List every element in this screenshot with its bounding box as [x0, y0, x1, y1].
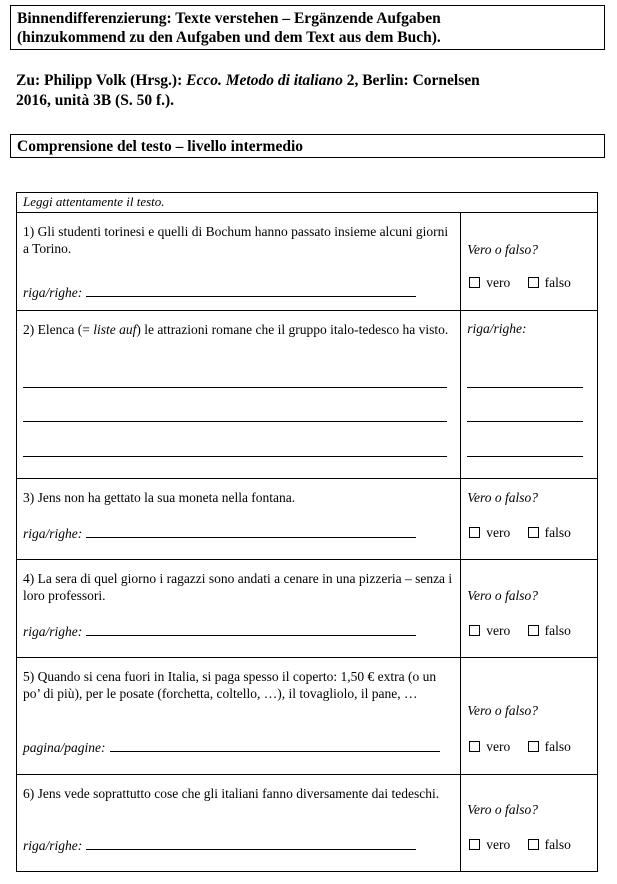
q2-text-pre: 2) Elenca (=	[23, 322, 94, 337]
question-text-3: 3) Jens non ha gettato la sua moneta nella fontana.	[23, 490, 296, 505]
question-row-2	[17, 311, 598, 479]
vero-checkbox[interactable]	[469, 277, 480, 288]
falso-label: falso	[544, 837, 571, 852]
answer-input-6[interactable]	[86, 848, 416, 850]
true-false-options-3	[469, 525, 571, 541]
instruction-row	[17, 193, 598, 213]
q2-text-em: liste auf	[93, 322, 137, 337]
vero-checkbox[interactable]	[469, 839, 480, 850]
true-false-options-4	[469, 623, 571, 639]
vero-falso-label: Vero o falso?	[467, 802, 539, 817]
answer-line-5	[23, 740, 440, 756]
question-text-1: 1) Gli studenti torinesi e quelli di Bochum hanno passato insieme alcuni giorni a Torino.	[23, 224, 449, 256]
question-row-5	[17, 658, 598, 775]
vero-checkbox[interactable]	[469, 527, 480, 538]
falso-checkbox[interactable]	[528, 839, 539, 850]
riga-label-2: riga/righe:	[467, 321, 527, 336]
question-text-6: 6) Jens vede soprattutto cose che gli italiani fanno diversamente dai tedeschi.	[23, 786, 440, 801]
question-row-6	[17, 775, 598, 872]
instruction-text: Leggi attentamente il testo.	[17, 193, 598, 213]
riga-label: riga/righe:	[23, 838, 83, 853]
vero-label: vero	[486, 739, 511, 754]
falso-label: falso	[544, 275, 571, 290]
vero-falso-label: Vero o falso?	[467, 703, 539, 718]
answer-input-4[interactable]	[86, 634, 416, 636]
question-cell-5	[17, 658, 461, 775]
side-line-2b[interactable]	[467, 421, 583, 422]
falso-checkbox[interactable]	[528, 527, 539, 538]
section-title: Comprensione del testo – livello intermedio	[10, 134, 605, 158]
falso-checkbox[interactable]	[528, 277, 539, 288]
falso-label: falso	[544, 623, 571, 638]
answer-input-3[interactable]	[86, 536, 416, 538]
answer-line-6	[23, 838, 416, 854]
q2-text-post: ) le attrazioni romane che il gruppo italo-tedesco ha visto.	[136, 322, 449, 337]
side-line-2a[interactable]	[467, 387, 583, 388]
vero-checkbox[interactable]	[469, 741, 480, 752]
true-false-cell-1	[461, 213, 598, 311]
question-cell-2	[17, 311, 461, 479]
true-false-cell-6	[461, 775, 598, 872]
reference-line2: 2016, unità 3B (S. 50 f.).	[16, 92, 175, 109]
falso-checkbox[interactable]	[528, 741, 539, 752]
vero-label: vero	[486, 275, 511, 290]
true-false-options-5	[469, 739, 571, 755]
answer-input-1[interactable]	[86, 295, 416, 297]
falso-label: falso	[544, 525, 571, 540]
question-cell-1	[17, 213, 461, 311]
question-text-4: 4) La sera di quel giorno i ragazzi sono andati a cenare in una pizzeria – senza i loro professori.	[23, 571, 453, 603]
answer-line-1	[23, 285, 416, 301]
header-title-line1: Binnendifferenzierung: Texte verstehen – Ergänzende Aufgaben	[17, 10, 441, 27]
riga-label: riga/righe:	[23, 624, 83, 639]
question-cell-3	[17, 479, 461, 560]
pagina-label: pagina/pagine:	[23, 740, 106, 755]
true-false-options-1	[469, 275, 571, 291]
answer-line-2c[interactable]	[23, 456, 447, 457]
question-row-4	[17, 560, 598, 658]
exercise-table	[16, 192, 598, 872]
vero-falso-label: Vero o falso?	[467, 242, 539, 257]
reference-suffix: 2, Berlin: Cornelsen	[342, 72, 480, 89]
worksheet-header	[10, 5, 605, 50]
answer-line-3	[23, 526, 416, 542]
true-false-options-6	[469, 837, 571, 853]
true-false-cell-3	[461, 479, 598, 560]
header-title-line2: (hinzukommend zu den Aufgaben und dem Text aus dem Buch).	[17, 29, 441, 46]
vero-falso-label: Vero o falso?	[467, 588, 539, 603]
reference-prefix: Zu: Philipp Volk (Hrsg.):	[16, 72, 187, 89]
side-line-2c[interactable]	[467, 456, 583, 457]
question-cell-4	[17, 560, 461, 658]
answer-input-5[interactable]	[110, 750, 440, 752]
riga-label: riga/righe:	[23, 285, 83, 300]
vero-label: vero	[486, 623, 511, 638]
vero-checkbox[interactable]	[469, 625, 480, 636]
reference-book-title: Ecco. Metodo di italiano	[186, 72, 343, 89]
falso-checkbox[interactable]	[528, 625, 539, 636]
question-row-1	[17, 213, 598, 311]
question-text-2	[23, 321, 454, 338]
question-row-3	[17, 479, 598, 560]
answer-line-4	[23, 624, 416, 640]
riga-label: riga/righe:	[23, 526, 83, 541]
true-false-cell-4	[461, 560, 598, 658]
book-reference	[16, 71, 596, 111]
lines-cell-2	[461, 311, 598, 479]
vero-label: vero	[486, 525, 511, 540]
answer-line-2a[interactable]	[23, 387, 447, 388]
question-cell-6	[17, 775, 461, 872]
true-false-cell-5	[461, 658, 598, 775]
vero-falso-label: Vero o falso?	[467, 490, 539, 505]
vero-label: vero	[486, 837, 511, 852]
answer-line-2b[interactable]	[23, 421, 447, 422]
question-text-5: 5) Quando si cena fuori in Italia, si paga spesso il coperto: 1,50 € extra (o un po’ di più), per le posate (forchetta, coltello, …), il tovagliolo, il pane, …	[23, 669, 437, 701]
falso-label: falso	[544, 739, 571, 754]
